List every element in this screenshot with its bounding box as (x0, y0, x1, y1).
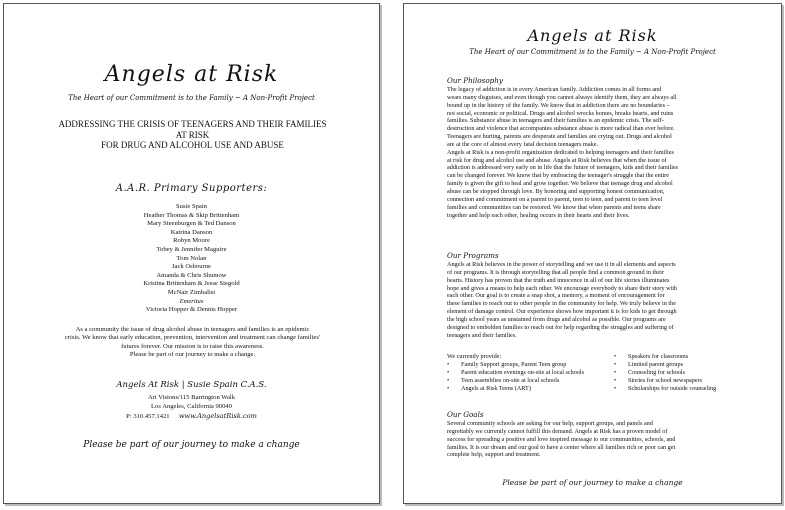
flyer-page-left (3, 3, 380, 504)
text-line: families. It is our dream and our goal to have a center where all families rich or poor can get (447, 443, 676, 451)
services-list-right (614, 353, 784, 393)
list-item: • Family Support groups, Parent Teen group (447, 361, 607, 369)
text-line: can be changed forever. We know that by embracing the teenager's struggle that the entire (447, 172, 669, 180)
supporter-name: Katrina Danson (170, 228, 213, 236)
list-item: • Counseling for schools (614, 369, 784, 377)
supporter-name: Jack Osbourne (171, 263, 211, 271)
text-line: success for spreading a positive and love inspired message to our communities, schools, and (447, 435, 676, 443)
text-line: Angels at Risk believes in the power of storytelling and we use it in all elements and aspects (447, 261, 676, 268)
supporter-name: Victoria Hopper & Dennis Hopper (145, 306, 238, 314)
supporter-emeritus: Emeritus (179, 297, 204, 305)
text-line: The legacy of addiction is in every American family. Addiction comes in all forms and (447, 86, 662, 93)
text-line: of our programs. It is through storytelling that all people find a common ground in their (447, 268, 664, 276)
address-line: Los Angeles, California 90049 (151, 402, 232, 410)
text-line: are at the core of almost every fatal decision teenagers make. (447, 140, 599, 148)
closing-line: Please be part of our journey to make a change (502, 478, 683, 487)
philosophy-text (447, 86, 774, 219)
text-line: the high school years as unstained from drugs and alcohol as possible. Our programs are (447, 315, 666, 323)
text-line: these families to reach out to other people in the community for help. We truly believe in the (447, 300, 676, 308)
supporter-name: Mary Steenburgen & Ted Danson (147, 220, 236, 228)
page-title: Angels at Risk (104, 62, 279, 87)
text-line: teenagers and their families. (447, 331, 517, 339)
supporters-heading: A.A.R. Primary Supporters: (115, 183, 268, 194)
list-item: • Scholarships for outside counseling (614, 385, 784, 393)
list-item: • Parent education evenings on-site at local schools (447, 369, 607, 377)
text-line: wears many disguises, and even though you cannot always identify them, they are always all (447, 93, 677, 101)
supporter-name: Heather Thomas & Skip Brittenham (143, 211, 240, 219)
text-line: complete help, support and treatment. (447, 451, 541, 459)
closing-line: Please be part of our journey to make a change (83, 440, 300, 450)
address-line: Art Visions/115 Barrington Walk (147, 394, 236, 401)
text-line: abuse can be stopped through love. By honoring and supporting honest communication, (447, 187, 665, 195)
list-item: • Angels at Risk Teens (ART) (447, 385, 607, 393)
goals-heading: Our Goals (447, 410, 484, 419)
text-line: addiction is addressed very early on in life that the future of teenagers, kids and their families (447, 164, 679, 172)
services-list-left (447, 361, 607, 393)
text-line: Angels at Risk is a non-profit organization dedicated to helping teenagers and their families (447, 148, 674, 156)
website-link[interactable]: www.AngelsatRisk.com (178, 412, 257, 420)
text-line: not social, economic or political. Drugs and alcohol wrecks homes, breaks hearts, and ruins (447, 109, 674, 117)
programs-heading: Our Programs (447, 251, 499, 260)
text-line: each other. Our goal is to create a snap shot, a memory, a moment of encouragement for (447, 292, 665, 300)
supporter-name: Amanda & Chris Shumow (156, 271, 227, 279)
list-item: • Teen assemblies on-site at local schools (447, 377, 607, 385)
supporters-list (4, 203, 379, 315)
text-line: family is given the gift to heal and grow together. We believe that teenage drug and alcohol (447, 180, 673, 188)
goals-text (447, 420, 774, 459)
supporter-name: Kristina Brittenham & Jesse Siegold (143, 280, 240, 288)
paragraph-line: Please be part of our journey to make a change. (129, 351, 256, 359)
paragraph-line: crisis. We know that early education, prevention, intervention and treatment can change families' (64, 334, 321, 342)
contact-line (4, 412, 379, 420)
supporter-name: McNair Zimbalist (167, 288, 216, 296)
heading-line: FOR DRUG AND ALCOHOL USE AND ABUSE (101, 140, 284, 150)
phone-number: P: 310.457.1421 (126, 413, 170, 420)
tagline: The Heart of our Commitment is to the Family ~ A Non-Profit Project (469, 48, 716, 56)
text-line: destruction and violence that accompanies substance abuse is more radical than ever before. (447, 125, 675, 133)
heading-line: AT RISK (175, 129, 210, 140)
text-line: Teenagers are hurting, parents are desperate and families are crying out. Drugs and alcohol (447, 133, 672, 141)
currently-provide-label: We currently provide: (447, 353, 502, 360)
supporter-name: Tobey & Jennifer Maguire (156, 245, 227, 253)
supporter-name: Susie Spain (176, 203, 207, 210)
text-line: regrettably we currently cannot fulfill this demand. Angels at Risk has a proven model of (447, 427, 668, 435)
programs-text (447, 261, 774, 339)
text-line: hearts. History has proven that the truth and innocence in all of our life stories illuminates (447, 276, 670, 284)
list-item: • Speakers for classrooms (614, 353, 784, 361)
heading-line: ADDRESSING THE CRISIS OF TEENAGERS AND THEIR FAMILIES (58, 119, 327, 129)
signature-line: Angels At Risk | Susie Spain C.A.S. (116, 380, 267, 390)
text-line: bound up in the history of the family. We know that in addiction there are no boundaries – (447, 101, 670, 109)
supporter-name: Tom Nolan (176, 254, 207, 262)
flyer-page-right (403, 3, 782, 504)
paragraph-line: As a community the issue of drug alcohol abuse in teenagers and families is an epidemic (75, 326, 310, 333)
address-block (4, 394, 379, 411)
text-line: together and help each other, healing occurs in their hearts and their lives. (447, 211, 630, 219)
main-heading (24, 119, 361, 151)
text-line: Several community schools are asking for our help, support groups, and panels and (447, 420, 653, 427)
paragraph-line: futures forever. Our mission is to raise this awareness. (121, 342, 264, 350)
list-item: • Stories for school newspapers (614, 377, 784, 385)
tagline: The Heart of our Commitment is to the Family ~ A Non-Profit Project (68, 94, 315, 102)
text-line: designed to embolden families to reach out for help regarding the struggles and suffering of (447, 323, 674, 331)
list-item: • Limited parent groups (614, 361, 784, 369)
text-line: connection and commitment on a parent to parent, teen to teen, and parent to teen level (447, 195, 663, 203)
text-line: at risk for drug and alcohol use and abuse. Angels at Risk believes that when the issue of (447, 156, 667, 164)
text-line: hope and gives a means to help each other. We encourage everybody to share their story with (447, 284, 678, 292)
text-line: element of damage control. Our experience shows how important it is for kids to get through (447, 308, 677, 316)
philosophy-heading: Our Philosophy (447, 76, 503, 85)
supporter-name: Robyn Moore (173, 237, 210, 245)
page-title: Angels at Risk (527, 26, 658, 45)
text-line: families. Substance abuse in teenagers and their families is an epidemic crisis. The self- (447, 117, 664, 125)
text-line: families and communities can be restored. We know that when parents and teens share (447, 203, 661, 211)
mission-paragraph (26, 326, 359, 360)
